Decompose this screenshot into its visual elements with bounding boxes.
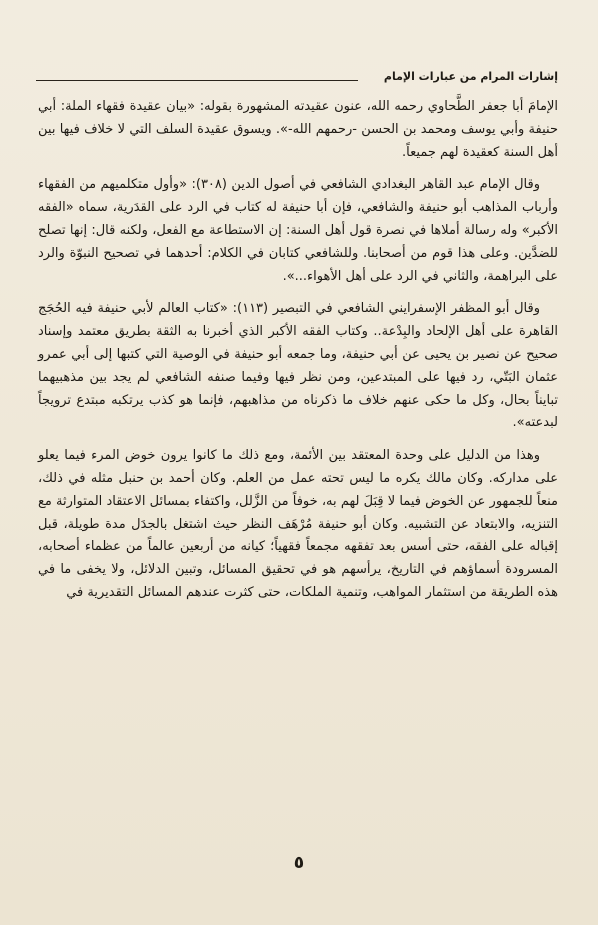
paragraph-3: وقال أبو المظفر الإسفرايني الشافعي في التبصير (١١٣): «كتاب العالم لأبي حنيفة فيه الحُجَج القاهرة على أهل الإلحاد والبِدْعة.. وكتاب الفقه الأكبر الذي أخبرنا به الثقة بطريق معتمد وإسناد صحيح عن نصير بن يحيى عن أبي حنيفة، وما جمعه أبو حنيفة في الوصية التي كتبها إلى أبي عمرو عثمان البَتّي، رد فيها على المبتدعين، ومن نظر فيها وفيما صنفه الشافعي لم يجد بين مذهبيهما تبايناً بحال، وكل ما حكى عنهم خلاف ما ذكرناه من مذاهبهم، فإنما هو كذب يرتكبه مبتدع ترويجاً لبدعته». <box>38 301 558 431</box>
running-header <box>36 70 558 88</box>
paragraph-1: الإمامَ أبا جعفر الطَّحاوي رحمه الله، عنون عقيدته المشهورة بقوله: «بيان عقيدة فقهاء الملة: أبي حنيفة وأبي يوسف ومحمد بن الحسن -رحمهم الله-». ويسوق عقيدة السلف التي لا خلاف فيها بين أهل السنة كعقيدة لهم جميعاً. <box>38 99 558 160</box>
header-title: إشارات المرام من عبارات الإمام <box>383 70 558 83</box>
header-rule <box>36 80 358 81</box>
body-text <box>38 96 558 615</box>
paragraph-2: وقال الإمام عبد القاهر البغدادي الشافعي في أصول الدين (٣٠٨): «وأول متكلميهم من الفقهاء وأرباب المذاهب أبو حنيفة والشافعي، فإن أبا حنيفة له كتاب في الرد على القدَرية، سماه «الفقه الأكبر» وله رسالة أملاها في نصرة قول أهل السنة: إن الاستطاعة مع الفعل، ولكنه قال: إنها تصلح للضدَّين. وعلى هذا قوم من أصحابنا. وللشافعي كتابان في الكلام: أحدهما في تصحيح النبوّة والرد على البراهمة، والثاني في الرد على أهل الأهواء...». <box>38 177 558 284</box>
page-number: ٥ <box>293 853 305 873</box>
paragraph-4: وهذا من الدليل على وحدة المعتقد بين الأئمة، ومع ذلك ما كانوا يرون خوض المرء فيما يعلو على مداركه. وكان مالك يكره ما ليس تحته عمل من العلم. وكان أحمد بن حنبل مثله في ذلك، منعاً للجمهور عن الخوض فيما لا قِبَلَ لهم به، خوفاً من الزَّلل، واكتفاء بمسائل الاعتقاد المتوارثة مع التنزيه، والابتعاد عن التشبيه. وكان أبو حنيفة مُرْهَف النظر حيث اشتغل بالجدَل مدة طويلة، قبل إقباله على الفقه، حتى أسس بعد تفقهه مجمعاً فقهياً؛ كيانه من أربعين عالماً من عظماء أصحابه، المسرودة أسماؤهم في التاريخ، يرأسهم هو في تحقيق المسائل، وتبين الدلائل، ولا يخفى ما في هذه الطريقة من استثمار المواهب، وتنمية الملكات، حتى كثرت عندهم المسائل التقديرية في <box>38 448 558 600</box>
